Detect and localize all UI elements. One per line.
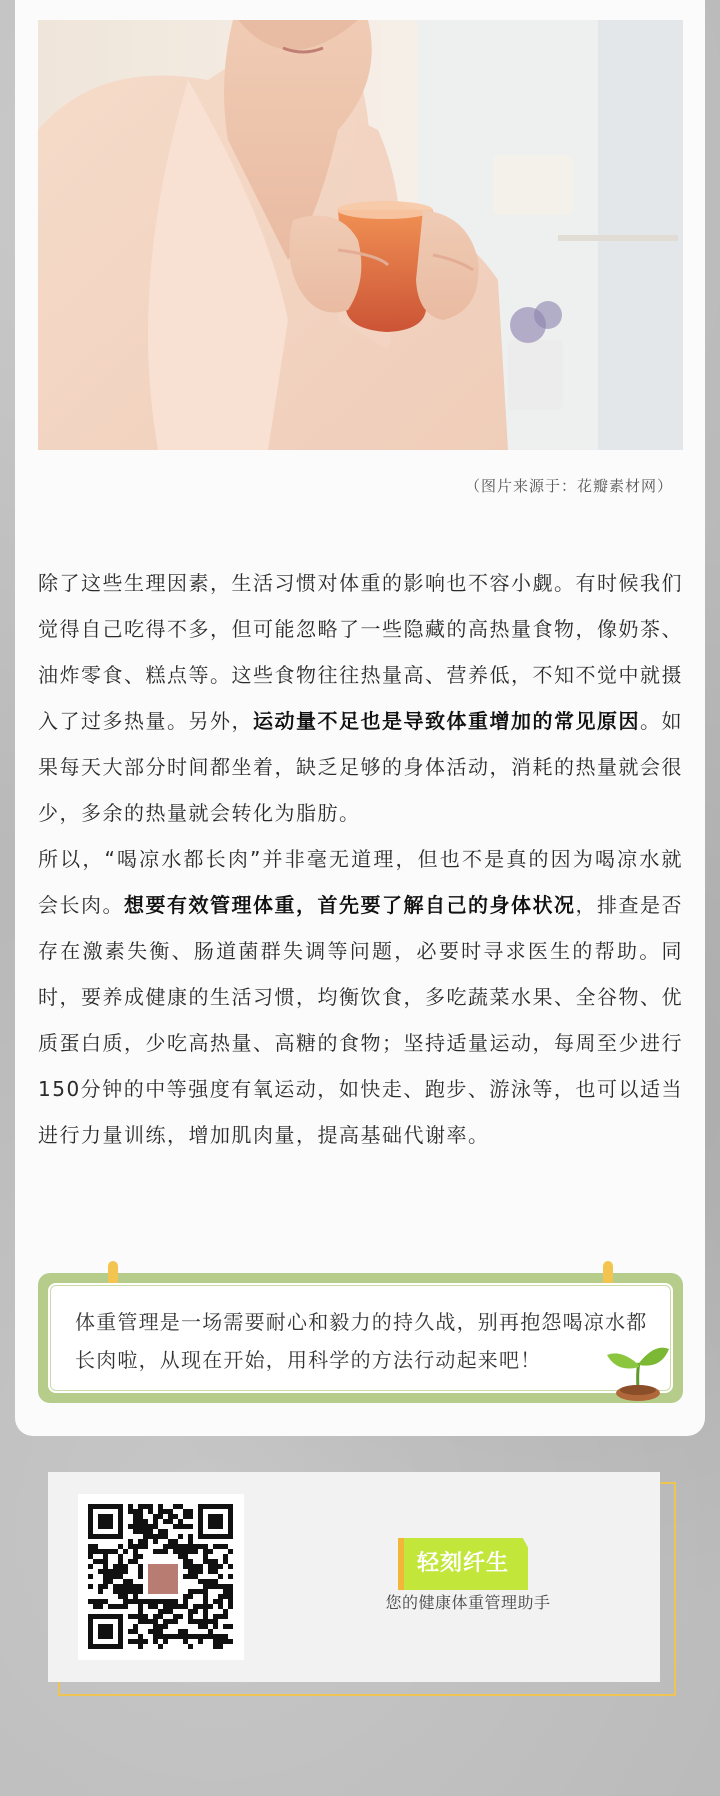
- tip-box: [38, 1273, 683, 1403]
- p1-text-b: 。如果每天大部分时间都坐着，缺乏足够的身体活动，消耗的热量就会很少，多余的热量就会转化为脂肪。: [38, 709, 683, 825]
- photo-caption: （图片来源于：花瓣素材网）: [464, 477, 673, 495]
- sprout-icon: [603, 1341, 673, 1403]
- tip-inner: [48, 1283, 673, 1393]
- p1-text-a: 除了这些生理因素，生活习惯对体重的影响也不容小觑。有时候我们觉得自己吃得不多，但可能忽略了一些隐藏的高热量食物，像奶茶、油炸零食、糕点等。这些食物往往热量高、营养低，不知不觉中就摄入了过多热量。另外，: [38, 571, 683, 733]
- article-photo: [38, 20, 683, 450]
- tip-text: 体重管理是一场需要耐心和毅力的持久战，别再抱怨喝凉水都长肉啦，从现在开始，用科学的方法行动起来吧！: [75, 1310, 648, 1372]
- paragraph-2: [38, 836, 683, 1158]
- p1-bold: 运动量不足也是导致体重增加的常见原因: [253, 709, 640, 733]
- photo-illustration: [38, 20, 683, 450]
- p2-bold: 想要有效管理体重，首先要了解自己的身体状况: [124, 893, 576, 917]
- qr-code[interactable]: [78, 1494, 244, 1660]
- p2-text-b: ，排查是否存在激素失衡、肠道菌群失调等问题，必要时寻求医生的帮助。同时，要养成健康的生活习惯，均衡饮食，多吃蔬菜水果、全谷物、优质蛋白质，少吃高热量、高糖的食物；坚持适量运动，每周至少进行150分钟的中等强度有氧运动，如快走、跑步、游泳等，也可以适当进行力量训练，增加肌肉量，提高基础代谢率。: [38, 893, 683, 1147]
- footer-card: [48, 1472, 660, 1682]
- p2-text-a: 所以，“喝凉水都长肉”并非毫无道理，但也不是真的因为喝凉水就会长肉。: [38, 847, 683, 917]
- paragraph-1: [38, 560, 683, 836]
- qr-code-image: [78, 1494, 244, 1660]
- brand-logo: [398, 1538, 528, 1590]
- article-body: [38, 560, 683, 1158]
- brand-name: 轻刻纤生: [416, 1551, 509, 1576]
- brand-tagline: 您的健康体重管理助手: [385, 1593, 551, 1612]
